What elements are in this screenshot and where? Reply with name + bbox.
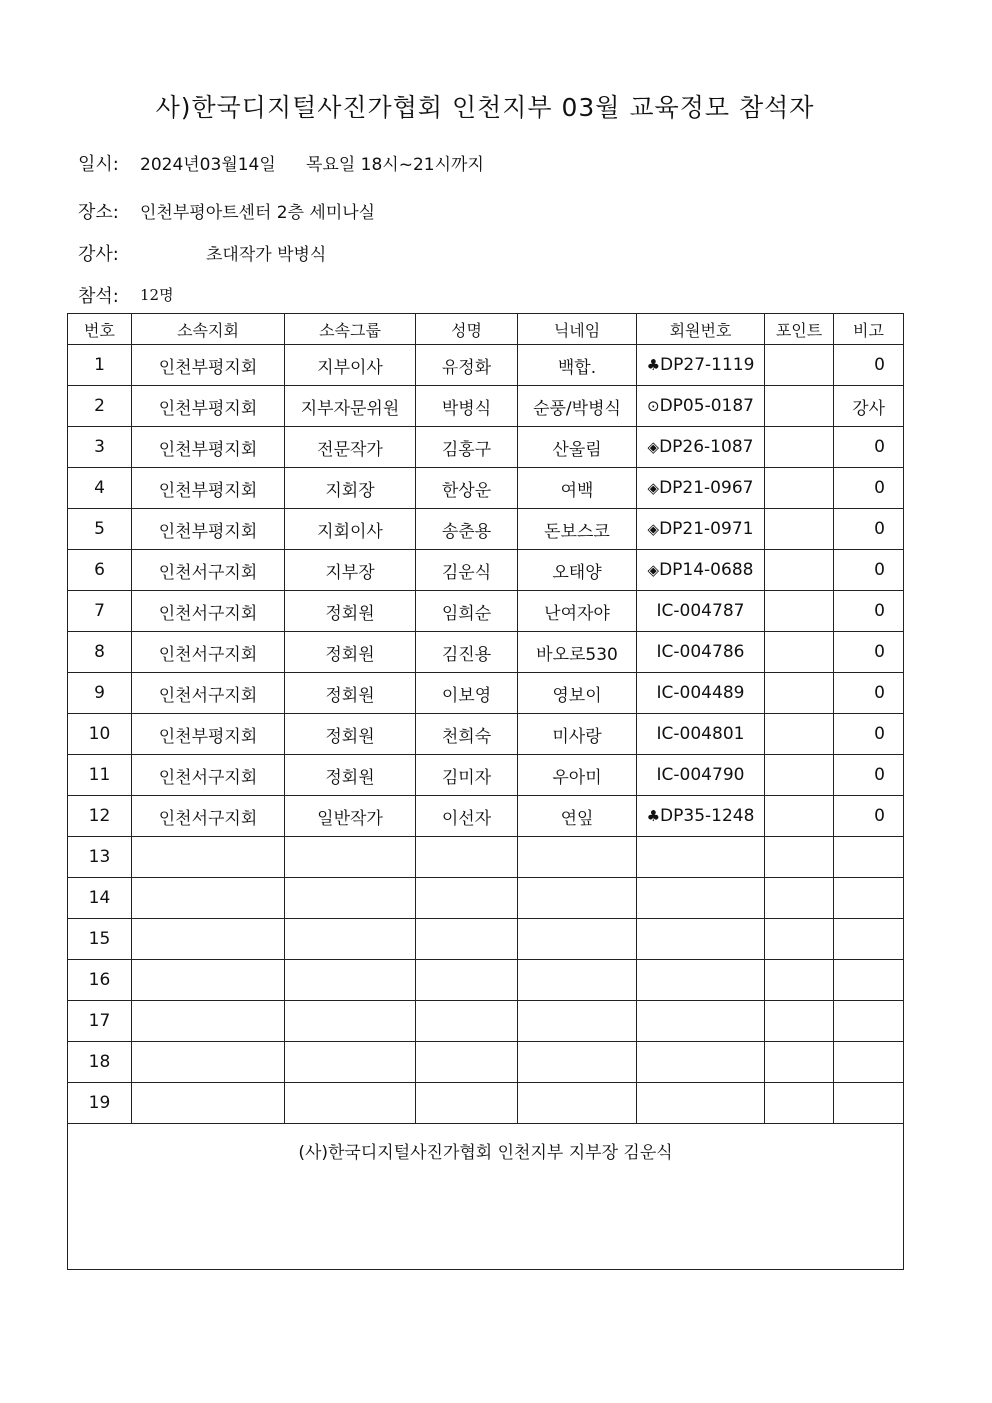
cell-branch xyxy=(132,837,285,878)
cell-name: 한상운 xyxy=(416,468,518,509)
cell-no: 3 xyxy=(68,427,132,468)
table-row xyxy=(68,591,904,632)
cell-nickname: 순풍/박병식 xyxy=(518,386,637,427)
member-grade-icon: ◈ xyxy=(647,438,660,456)
cell-point xyxy=(765,796,834,837)
cell-branch xyxy=(132,878,285,919)
cell-nickname: 백합. xyxy=(518,345,637,386)
header-memo: 비고 xyxy=(834,314,904,345)
cell-member-number xyxy=(637,1083,765,1124)
cell-group: 정회원 xyxy=(285,755,416,796)
cell-nickname: 연잎 xyxy=(518,796,637,837)
cell-name xyxy=(416,1042,518,1083)
cell-memo: 0 xyxy=(834,427,904,468)
cell-point xyxy=(765,1083,834,1124)
table-row xyxy=(68,1001,904,1042)
cell-branch xyxy=(132,1001,285,1042)
cell-branch: 인천부평지회 xyxy=(132,468,285,509)
cell-group: 전문작가 xyxy=(285,427,416,468)
cell-memo: 0 xyxy=(834,468,904,509)
cell-memo xyxy=(834,960,904,1001)
cell-memo xyxy=(834,1042,904,1083)
cell-branch: 인천부평지회 xyxy=(132,427,285,468)
header-group: 소속그룹 xyxy=(285,314,416,345)
member-number: IC-004489 xyxy=(656,683,745,703)
member-grade-icon: ◈ xyxy=(647,561,660,579)
cell-point xyxy=(765,837,834,878)
cell-group: 정회원 xyxy=(285,632,416,673)
cell-group: 정회원 xyxy=(285,673,416,714)
cell-name xyxy=(416,960,518,1001)
table-row xyxy=(68,919,904,960)
cell-member-number xyxy=(637,960,765,1001)
cell-member-number xyxy=(637,1042,765,1083)
cell-no: 1 xyxy=(68,345,132,386)
cell-member-number xyxy=(637,509,765,550)
cell-point xyxy=(765,1001,834,1042)
cell-member-number xyxy=(637,468,765,509)
cell-group xyxy=(285,1083,416,1124)
cell-no: 12 xyxy=(68,796,132,837)
cell-group: 일반작가 xyxy=(285,796,416,837)
cell-point xyxy=(765,468,834,509)
cell-branch: 인천서구지회 xyxy=(132,755,285,796)
cell-no: 13 xyxy=(68,837,132,878)
cell-no: 5 xyxy=(68,509,132,550)
cell-memo: 0 xyxy=(834,632,904,673)
cell-member-number xyxy=(637,345,765,386)
cell-nickname xyxy=(518,878,637,919)
member-grade-icon: ◈ xyxy=(647,520,660,538)
table-row xyxy=(68,960,904,1001)
cell-group: 정회원 xyxy=(285,714,416,755)
cell-memo: 0 xyxy=(834,714,904,755)
cell-name: 김진용 xyxy=(416,632,518,673)
cell-memo: 0 xyxy=(834,345,904,386)
cell-point xyxy=(765,714,834,755)
cell-member-number xyxy=(637,714,765,755)
cell-group: 지부이사 xyxy=(285,345,416,386)
cell-branch: 인천부평지회 xyxy=(132,509,285,550)
cell-name: 박병식 xyxy=(416,386,518,427)
cell-memo xyxy=(834,919,904,960)
attend-label: 참석: xyxy=(78,286,119,307)
cell-member-number xyxy=(637,878,765,919)
member-number: IC-004790 xyxy=(656,765,745,785)
member-number: IC-004801 xyxy=(656,724,745,744)
cell-member-number xyxy=(637,427,765,468)
cell-group: 지회이사 xyxy=(285,509,416,550)
attend-value: 12명 xyxy=(140,286,174,304)
cell-group xyxy=(285,960,416,1001)
cell-point xyxy=(765,755,834,796)
cell-memo xyxy=(834,1083,904,1124)
cell-no: 19 xyxy=(68,1083,132,1124)
info-lecturer-row xyxy=(78,240,327,266)
info-date-row xyxy=(78,150,484,176)
cell-name: 김미자 xyxy=(416,755,518,796)
cell-name: 김홍구 xyxy=(416,427,518,468)
cell-group xyxy=(285,837,416,878)
cell-name: 천희숙 xyxy=(416,714,518,755)
cell-branch: 인천서구지회 xyxy=(132,550,285,591)
cell-nickname: 바오로530 xyxy=(518,632,637,673)
cell-name: 김운식 xyxy=(416,550,518,591)
cell-member-number xyxy=(637,755,765,796)
cell-memo: 0 xyxy=(834,673,904,714)
header-nickname: 닉네임 xyxy=(518,314,637,345)
cell-point xyxy=(765,345,834,386)
cell-point xyxy=(765,591,834,632)
cell-group: 지부자문위원 xyxy=(285,386,416,427)
cell-nickname: 돈보스코 xyxy=(518,509,637,550)
table-row xyxy=(68,550,904,591)
table-row xyxy=(68,796,904,837)
cell-point xyxy=(765,960,834,1001)
cell-branch: 인천부평지회 xyxy=(132,714,285,755)
cell-nickname: 우아미 xyxy=(518,755,637,796)
cell-group xyxy=(285,1001,416,1042)
cell-group xyxy=(285,1042,416,1083)
cell-memo: 0 xyxy=(834,755,904,796)
cell-no: 8 xyxy=(68,632,132,673)
table-row xyxy=(68,837,904,878)
cell-nickname: 산울림 xyxy=(518,427,637,468)
cell-group: 지부장 xyxy=(285,550,416,591)
cell-member-number xyxy=(637,591,765,632)
cell-no: 7 xyxy=(68,591,132,632)
cell-no: 9 xyxy=(68,673,132,714)
cell-branch xyxy=(132,919,285,960)
cell-memo xyxy=(834,837,904,878)
cell-no: 15 xyxy=(68,919,132,960)
cell-point xyxy=(765,427,834,468)
table-body xyxy=(68,345,904,1270)
cell-nickname: 미사랑 xyxy=(518,714,637,755)
cell-point xyxy=(765,509,834,550)
table-row xyxy=(68,632,904,673)
cell-memo: 0 xyxy=(834,550,904,591)
cell-branch xyxy=(132,960,285,1001)
cell-no: 16 xyxy=(68,960,132,1001)
cell-nickname xyxy=(518,960,637,1001)
cell-nickname: 난여자야 xyxy=(518,591,637,632)
cell-group xyxy=(285,878,416,919)
lecturer-value: 초대작가 박병식 xyxy=(206,245,327,265)
header-no: 번호 xyxy=(68,314,132,345)
member-number: DP35-1248 xyxy=(660,806,755,826)
cell-nickname xyxy=(518,919,637,960)
table-row xyxy=(68,673,904,714)
cell-name xyxy=(416,837,518,878)
cell-nickname xyxy=(518,837,637,878)
cell-no: 11 xyxy=(68,755,132,796)
header-name: 성명 xyxy=(416,314,518,345)
cell-name: 송춘용 xyxy=(416,509,518,550)
cell-nickname: 오태양 xyxy=(518,550,637,591)
cell-branch: 인천서구지회 xyxy=(132,673,285,714)
cell-member-number xyxy=(637,796,765,837)
cell-member-number xyxy=(637,673,765,714)
place-label: 장소: xyxy=(78,202,119,223)
cell-name: 이보영 xyxy=(416,673,518,714)
table-row xyxy=(68,755,904,796)
header-point: 포인트 xyxy=(765,314,834,345)
cell-no: 2 xyxy=(68,386,132,427)
cell-group: 정회원 xyxy=(285,591,416,632)
cell-point xyxy=(765,550,834,591)
cell-memo: 0 xyxy=(834,509,904,550)
attendee-table xyxy=(67,313,904,1270)
member-number: IC-004787 xyxy=(656,601,745,621)
cell-name: 이선자 xyxy=(416,796,518,837)
cell-nickname: 여백 xyxy=(518,468,637,509)
cell-branch: 인천서구지회 xyxy=(132,632,285,673)
table-row xyxy=(68,714,904,755)
cell-no: 18 xyxy=(68,1042,132,1083)
header-member-number: 회원번호 xyxy=(637,314,765,345)
table-row xyxy=(68,386,904,427)
cell-memo: 0 xyxy=(834,591,904,632)
cell-memo xyxy=(834,878,904,919)
member-grade-icon: ◈ xyxy=(647,479,660,497)
cell-no: 4 xyxy=(68,468,132,509)
table-row xyxy=(68,878,904,919)
cell-member-number xyxy=(637,837,765,878)
member-number: DP21-0967 xyxy=(659,478,754,498)
info-place-row xyxy=(78,198,376,224)
cell-no: 6 xyxy=(68,550,132,591)
member-number: DP14-0688 xyxy=(659,560,754,580)
info-attend-row xyxy=(78,282,174,308)
table-row xyxy=(68,1042,904,1083)
table-row xyxy=(68,468,904,509)
cell-name xyxy=(416,919,518,960)
date-label: 일시: xyxy=(78,154,119,175)
cell-name xyxy=(416,1001,518,1042)
cell-member-number xyxy=(637,386,765,427)
cell-nickname: 영보이 xyxy=(518,673,637,714)
cell-nickname xyxy=(518,1042,637,1083)
cell-point xyxy=(765,632,834,673)
member-grade-icon: ⊙ xyxy=(647,397,660,415)
member-number: DP21-0971 xyxy=(659,519,754,539)
signature-line: (사)한국디지털사진가협회 인천지부 지부장 김운식 xyxy=(68,1124,904,1270)
cell-group: 지회장 xyxy=(285,468,416,509)
table-footer-row xyxy=(68,1124,904,1270)
cell-no: 10 xyxy=(68,714,132,755)
cell-branch: 인천서구지회 xyxy=(132,591,285,632)
place-value: 인천부평아트센터 2층 세미나실 xyxy=(140,203,376,223)
cell-group xyxy=(285,919,416,960)
cell-member-number xyxy=(637,1001,765,1042)
cell-branch xyxy=(132,1083,285,1124)
member-number: DP27-1119 xyxy=(660,355,755,375)
cell-branch: 인천부평지회 xyxy=(132,345,285,386)
table-row xyxy=(68,427,904,468)
cell-memo: 0 xyxy=(834,796,904,837)
cell-branch: 인천서구지회 xyxy=(132,796,285,837)
member-grade-icon: ♣ xyxy=(646,807,661,825)
cell-name: 임희순 xyxy=(416,591,518,632)
cell-point xyxy=(765,878,834,919)
cell-point xyxy=(765,1042,834,1083)
cell-point xyxy=(765,386,834,427)
member-number: IC-004786 xyxy=(656,642,745,662)
document-title: 사)한국디지털사진가협회 인천지부 03월 교육정모 참석자 xyxy=(155,93,815,122)
cell-member-number xyxy=(637,550,765,591)
cell-branch: 인천부평지회 xyxy=(132,386,285,427)
cell-name xyxy=(416,878,518,919)
date-value: 2024년03월14일 xyxy=(140,155,276,175)
table-row xyxy=(68,345,904,386)
member-grade-icon: ♣ xyxy=(646,356,661,374)
cell-memo: 강사 xyxy=(834,386,904,427)
table-header-row xyxy=(68,314,904,345)
cell-nickname xyxy=(518,1001,637,1042)
cell-point xyxy=(765,673,834,714)
cell-name xyxy=(416,1083,518,1124)
cell-branch xyxy=(132,1042,285,1083)
cell-name: 유정화 xyxy=(416,345,518,386)
cell-point xyxy=(765,919,834,960)
member-number: DP26-1087 xyxy=(659,437,754,457)
table-row xyxy=(68,1083,904,1124)
date-extra: 목요일 18시~21시까지 xyxy=(306,155,484,175)
cell-no: 14 xyxy=(68,878,132,919)
cell-memo xyxy=(834,1001,904,1042)
member-number: DP05-0187 xyxy=(659,396,754,416)
header-branch: 소속지회 xyxy=(132,314,285,345)
table-row xyxy=(68,509,904,550)
cell-nickname xyxy=(518,1083,637,1124)
cell-member-number xyxy=(637,632,765,673)
cell-member-number xyxy=(637,919,765,960)
cell-no: 17 xyxy=(68,1001,132,1042)
lecturer-label: 강사: xyxy=(78,244,119,265)
